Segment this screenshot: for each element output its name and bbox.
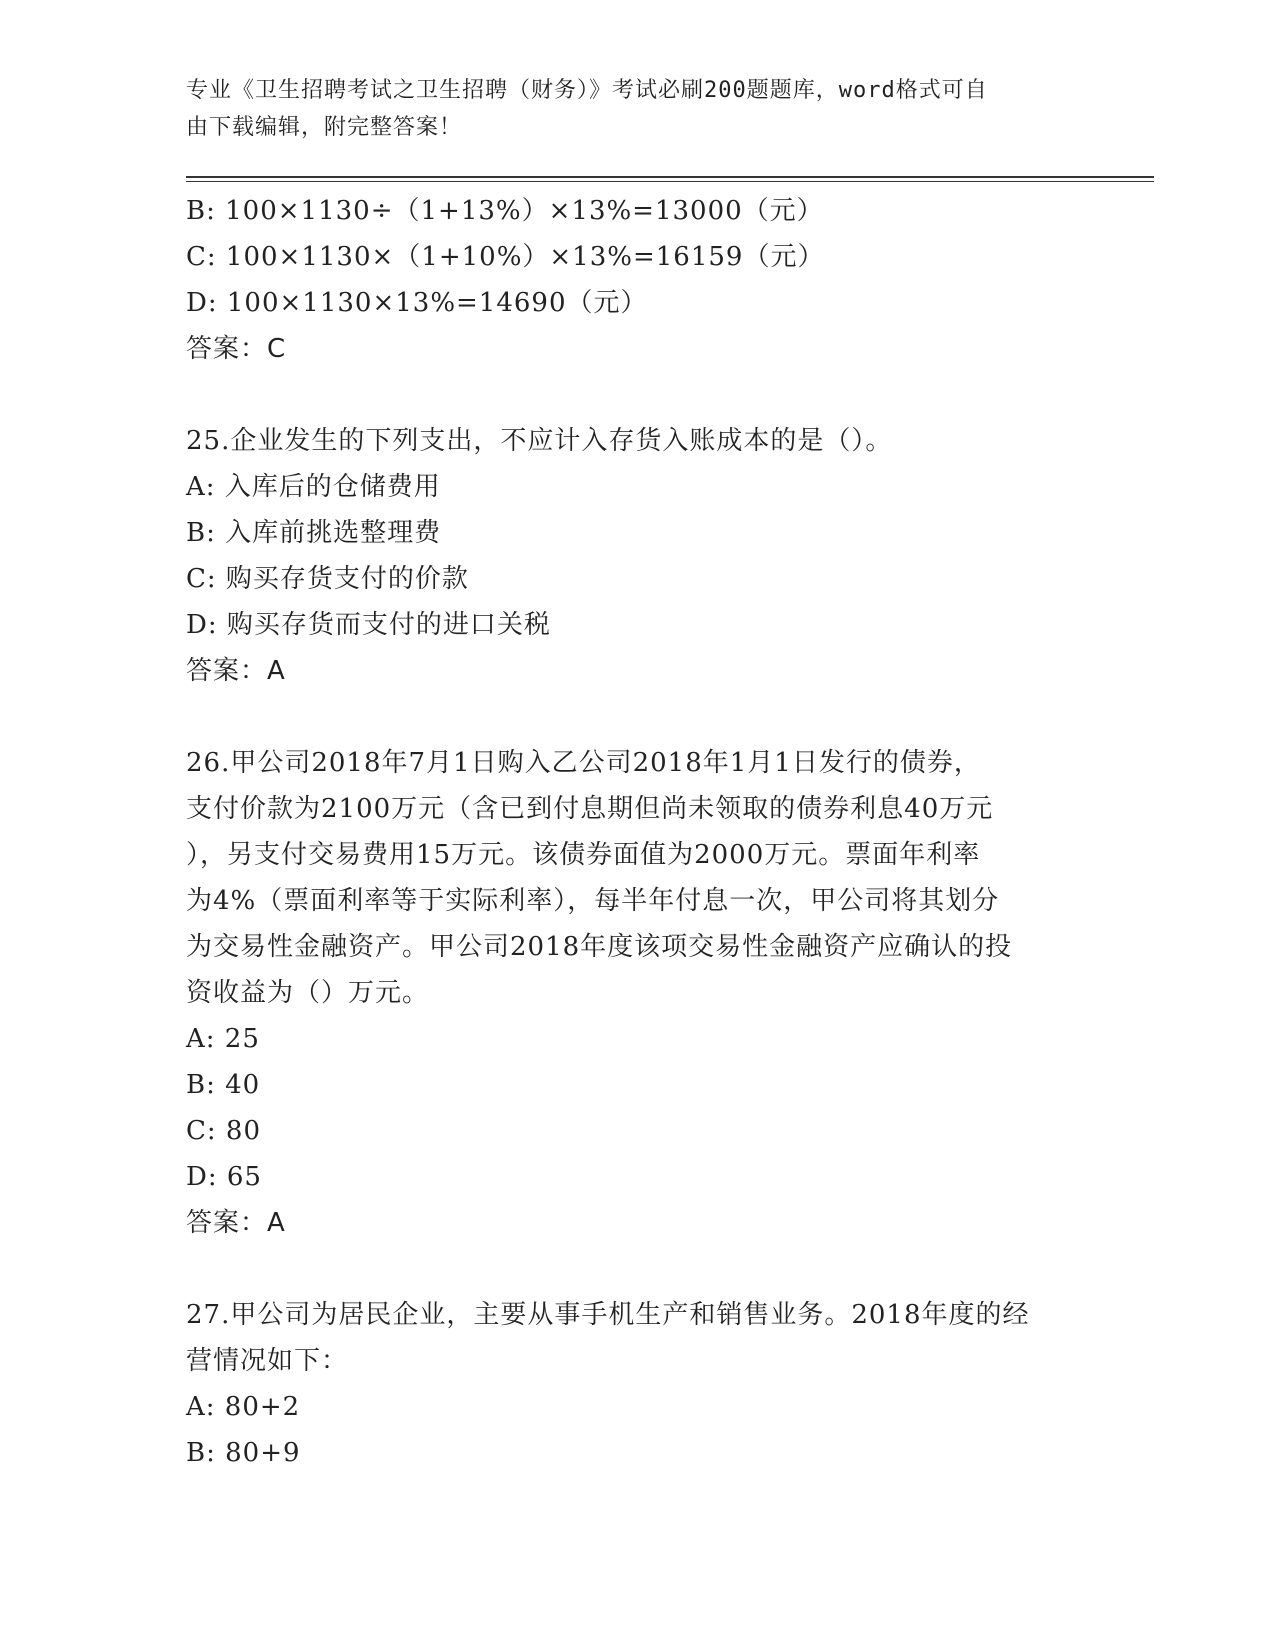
question-text-line: 为交易性金融资产。甲公司2018年度该项交易性金融资产应确认的投: [186, 932, 1013, 962]
question-text-line: 营情况如下：: [186, 1346, 349, 1376]
question-text-line: ），另支付交易费用15万元。该债券面值为2000万元。票面年利率: [186, 840, 981, 870]
header-divider-thin: [186, 181, 1154, 182]
answer-option: D: 购买存货而支付的进口关税: [186, 610, 551, 640]
answer-option: B: 入库前挑选整理费: [186, 518, 442, 548]
answer-key: 答案：A: [186, 656, 286, 686]
block-spacer: [186, 1246, 1086, 1292]
answer-option: A: 25: [186, 1024, 260, 1054]
header-line-2: 由下载编辑，附完整答案！: [186, 115, 463, 140]
answer-option: B: 40: [186, 1070, 261, 1100]
block-spacer: [186, 372, 1086, 418]
answer-option: C: 100×1130×（1+10%）×13%=16159（元）: [186, 242, 825, 272]
answer-option: D: 100×1130×13%=14690（元）: [186, 288, 648, 318]
header-line-1: 专业《卫生招聘考试之卫生招聘（财务）》考试必刷200题题库，word格式可自: [186, 78, 988, 103]
answer-option: A: 入库后的仓储费用: [186, 472, 441, 502]
question-text-line: 26.甲公司2018年7月1日购入乙公司2018年1月1日发行的债券，: [186, 748, 981, 778]
answer-option: B: 80+9: [186, 1438, 301, 1468]
question-text-line: 27.甲公司为居民企业，主要从事手机生产和销售业务。2018年度的经: [186, 1300, 1030, 1330]
answer-key: 答案：A: [186, 1208, 286, 1238]
block-spacer: [186, 694, 1086, 740]
question-text-line: 支付价款为2100万元（含已到付息期但尚未领取的债券利息40万元: [186, 794, 994, 824]
document-header: [186, 72, 1066, 146]
question-text-line: 资收益为（）万元。: [186, 978, 430, 1008]
question-block: [186, 188, 1086, 418]
question-content: [186, 188, 1086, 1476]
answer-option: C: 购买存货支付的价款: [186, 564, 469, 594]
answer-option: B: 100×1130÷（1+13%）×13%=13000（元）: [186, 196, 824, 226]
answer-option: D: 65: [186, 1162, 262, 1192]
question-text-line: 为4%（票面利率等于实际利率），每半年付息一次，甲公司将其划分: [186, 886, 1000, 916]
answer-option: C: 80: [186, 1116, 262, 1146]
question-text-line: 25.企业发生的下列支出，不应计入存货入账成本的是（）。: [186, 426, 893, 456]
answer-key: 答案：C: [186, 334, 287, 364]
question-block: [186, 1292, 1086, 1476]
answer-option: A: 80+2: [186, 1392, 301, 1422]
header-divider-thick: [186, 176, 1154, 178]
question-block: [186, 418, 1086, 740]
question-block: [186, 740, 1086, 1292]
